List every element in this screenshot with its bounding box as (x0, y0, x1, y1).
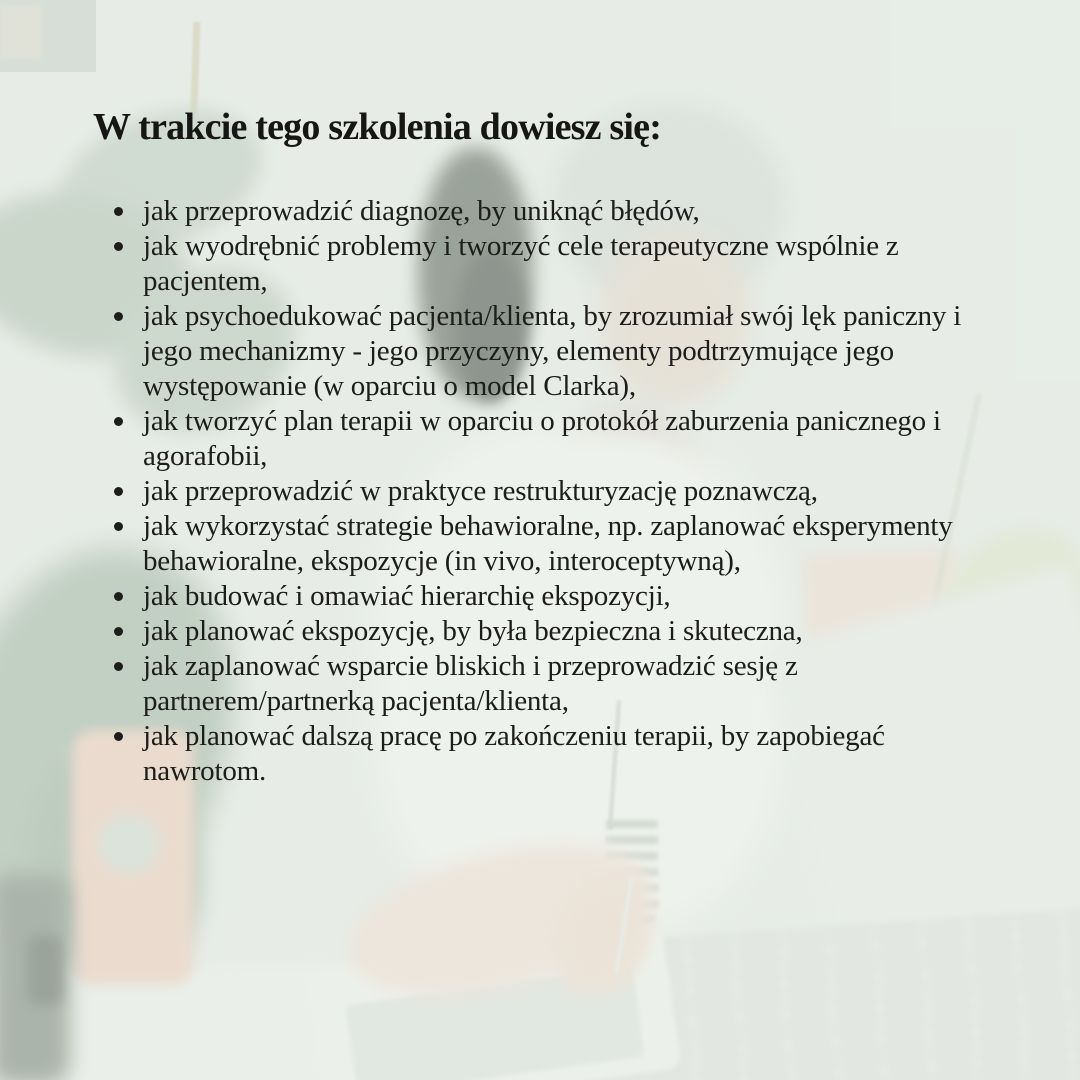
list-item: jak psychoedukować pacjenta/klienta, by zrozumiał swój lęk paniczny i jego mechanizmy - jego przyczyny, elementy podtrzymujące jego występowanie (w oparciu o model Clarka), (113, 299, 965, 404)
list-item: jak przeprowadzić w praktyce restrukturyzację poznawczą, (113, 474, 965, 509)
list-item: jak zaplanować wsparcie bliskich i przeprowadzić sesję z partnerem/partnerką pacjenta/klienta, (113, 649, 965, 719)
bullet-list (113, 194, 965, 789)
list-item: jak przeprowadzić diagnozę, by uniknąć błędów, (113, 194, 965, 229)
list-item: jak planować ekspozycję, by była bezpieczna i skuteczna, (113, 614, 965, 649)
list-item: jak wykorzystać strategie behawioralne, np. zaplanować eksperymenty behawioralne, ekspozycje (in vivo, interoceptywną), (113, 509, 965, 579)
page-title: W trakcie tego szkolenia dowiesz się: (93, 106, 662, 148)
list-item: jak tworzyć plan terapii w oparciu o protokół zaburzenia panicznego i agorafobii, (113, 404, 965, 474)
list-item: jak wyodrębnić problemy i tworzyć cele terapeutyczne wspólnie z pacjentem, (113, 229, 965, 299)
list-item: jak budować i omawiać hierarchię ekspozycji, (113, 579, 965, 614)
list-item: jak planować dalszą pracę po zakończeniu terapii, by zapobiegać nawrotom. (113, 719, 965, 789)
